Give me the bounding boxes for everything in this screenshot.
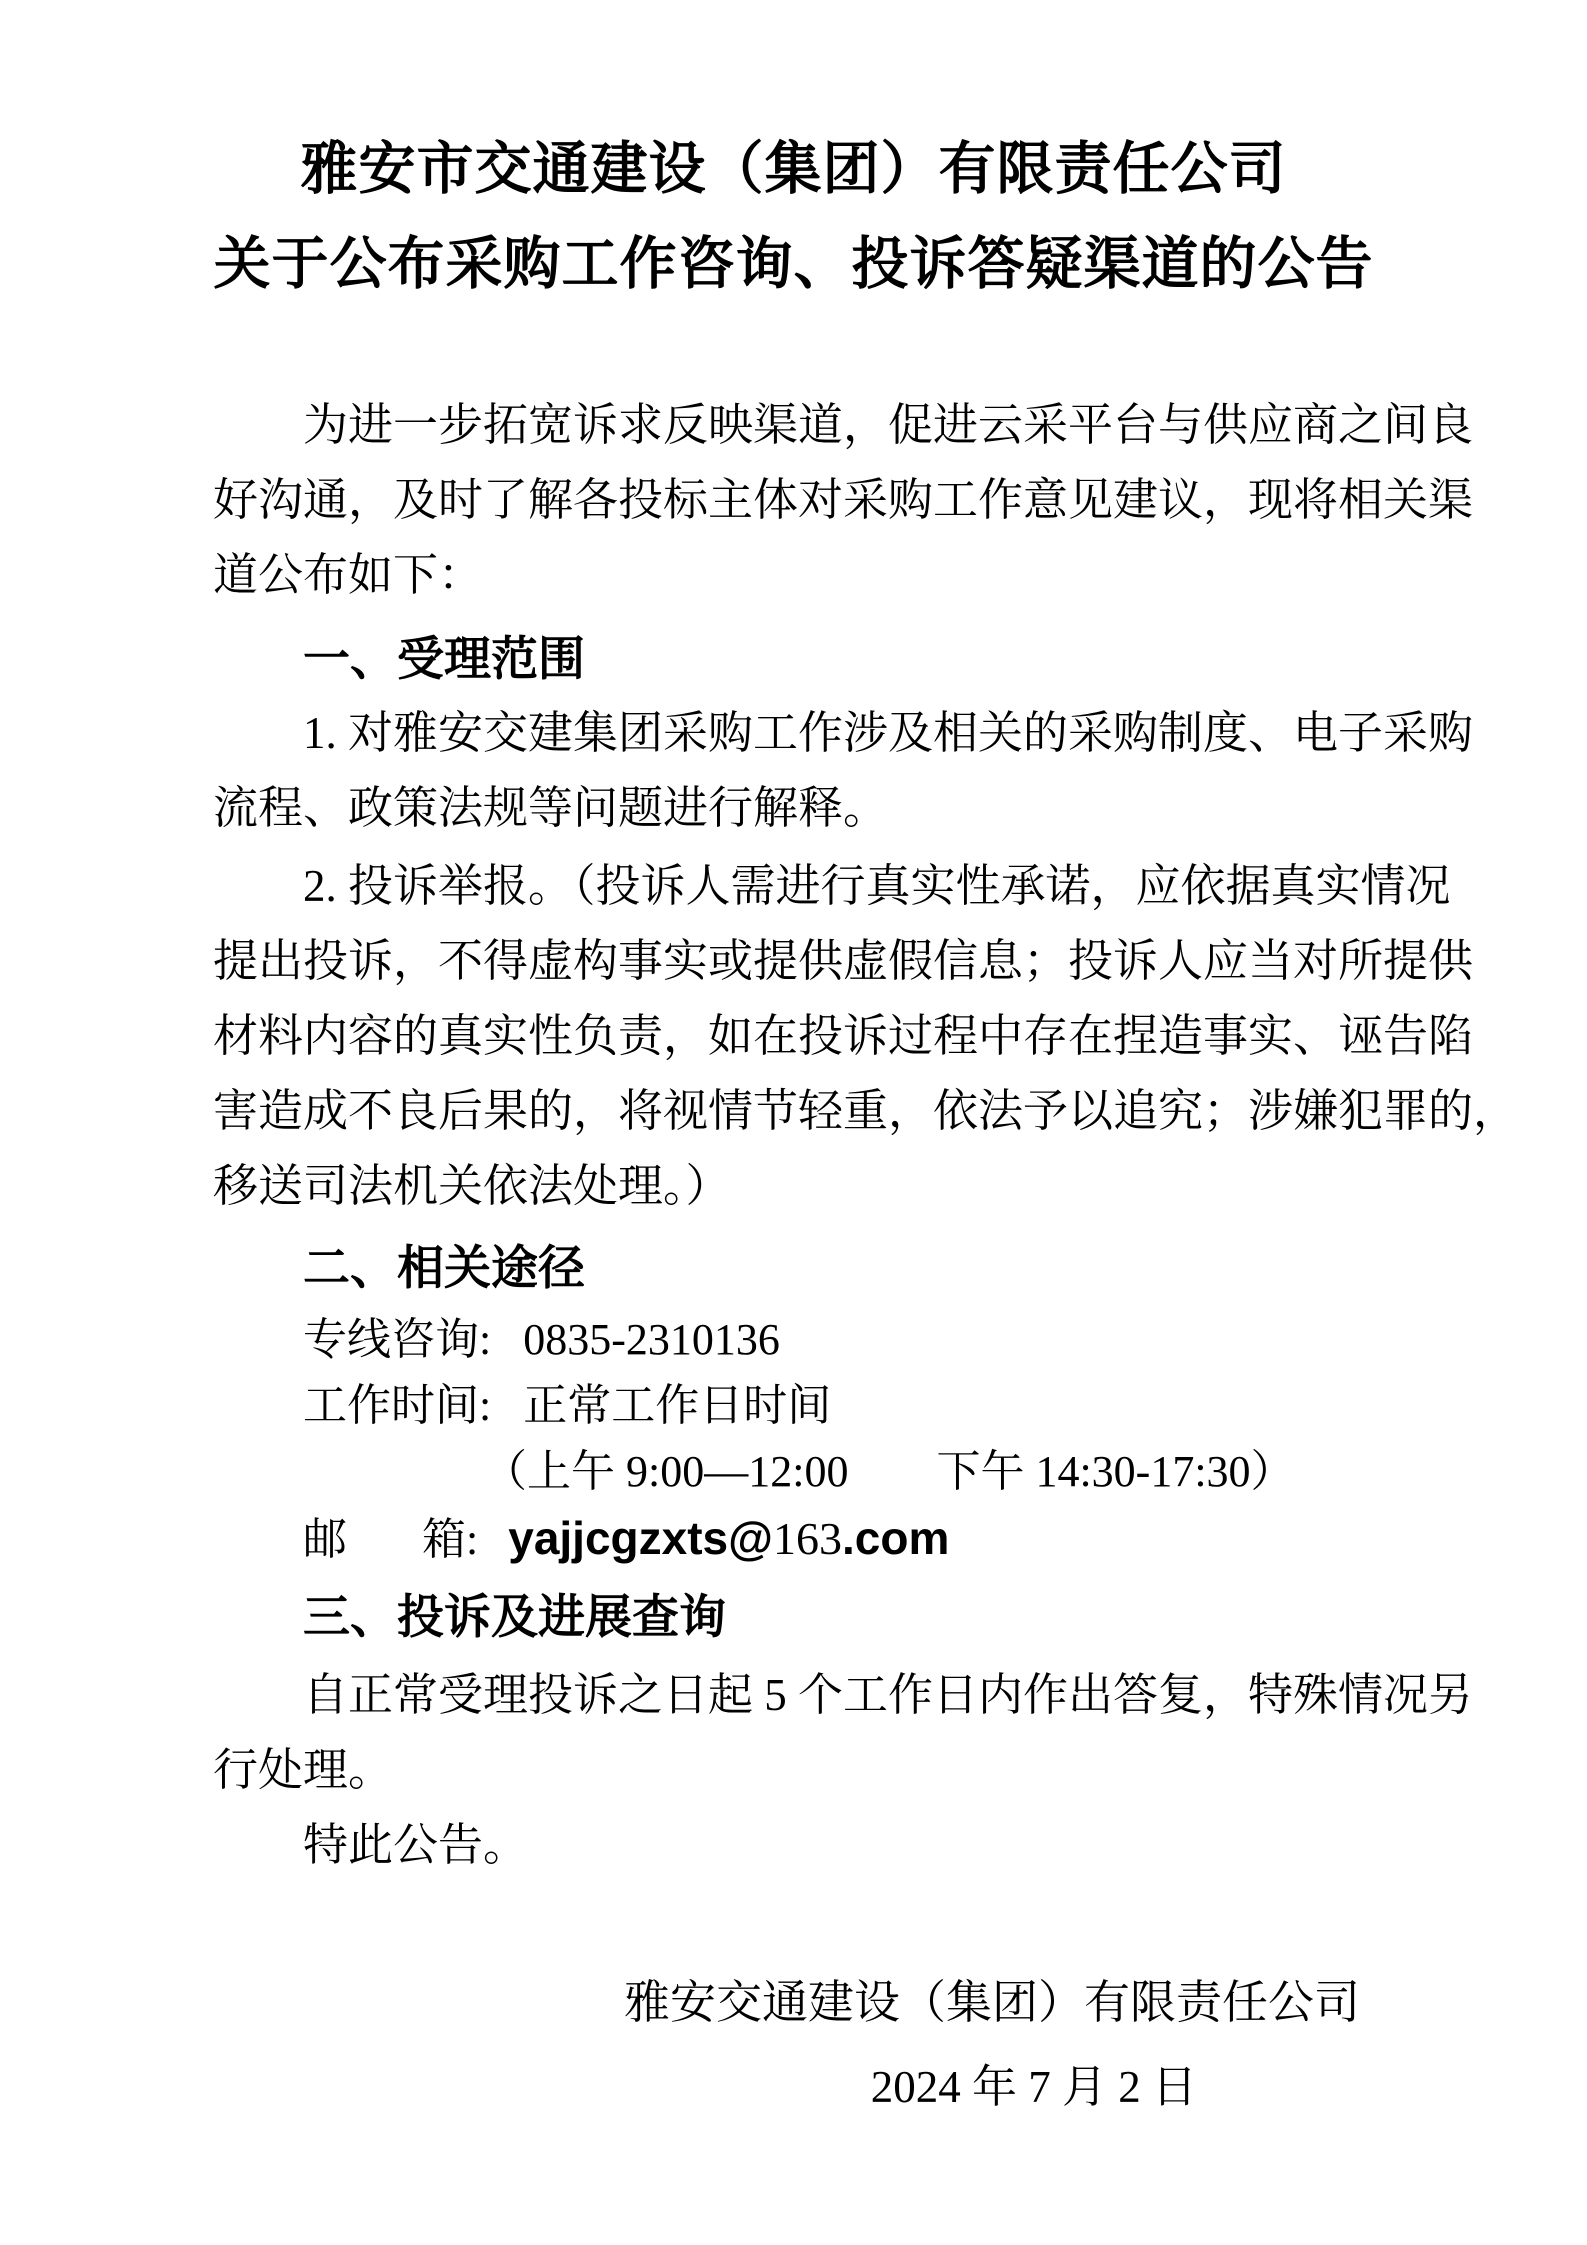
hotline-row bbox=[213, 1307, 1547, 1373]
item-line: 提出投诉，不得虚构事实或提供虚假信息；投诉人应当对所提供 bbox=[213, 936, 1474, 986]
section-2-heading: 二、相关途径 bbox=[303, 1241, 585, 1294]
item-line: 流程、政策法规等问题进行解释。 bbox=[213, 783, 889, 833]
hotline-number: 0835-2310136 bbox=[523, 1315, 780, 1364]
section-1-item-1 bbox=[213, 696, 1547, 846]
item-line: 1. 对雅安交建集团采购工作涉及相关的采购制度、电子采购 bbox=[303, 708, 1474, 758]
section-1-heading: 一、受理范围 bbox=[303, 632, 585, 685]
document-body bbox=[0, 388, 1587, 1883]
email-suffix: .com bbox=[841, 1512, 950, 1564]
email-row bbox=[213, 1505, 1547, 1573]
document-title-line-1: 雅安市交通建设（集团）有限责任公司 bbox=[300, 138, 1287, 201]
signature-company: 雅安交通建设（集团）有限责任公司 bbox=[624, 1977, 1360, 2028]
closing-statement: 特此公告。 bbox=[303, 1820, 529, 1870]
work-hours-row bbox=[213, 1373, 1547, 1439]
section-3-paragraph bbox=[213, 1658, 1547, 1808]
intro-line: 为进一步拓宽诉求反映渠道，促进云采平台与供应商之间良 bbox=[303, 400, 1474, 450]
item-line: 害造成不良后果的，将视情节轻重，依法予以追究；涉嫌犯罪的， bbox=[213, 1086, 1519, 1136]
email-prefix: yajjcgzxts@ bbox=[508, 1512, 773, 1564]
work-hours-label: 工作时间: bbox=[303, 1381, 492, 1430]
document-title bbox=[0, 122, 1587, 312]
intro-line: 道公布如下： bbox=[213, 550, 484, 600]
signature-date: 2024 年 7 月 2 日 bbox=[870, 2062, 1197, 2112]
para-line: 自正常受理投诉之日起 5 个工作日内作出答复，特殊情况另 bbox=[303, 1670, 1474, 1720]
intro-line: 好沟通，及时了解各投标主体对采购工作意见建议，现将相关渠 bbox=[213, 475, 1474, 525]
item-line: 2. 投诉举报。（投诉人需进行真实性承诺，应依据真实情况 bbox=[303, 861, 1451, 911]
email-label-part2: 箱: bbox=[422, 1515, 479, 1564]
work-hours-value: 正常工作日时间 bbox=[523, 1381, 832, 1430]
item-line: 材料内容的真实性负责，如在投诉过程中存在捏造事实、诬告陷 bbox=[213, 1011, 1474, 1061]
contact-block bbox=[213, 1307, 1547, 1573]
document-title-line-2: 关于公布采购工作咨询、投诉答疑渠道的公告 bbox=[213, 233, 1374, 296]
para-line: 行处理。 bbox=[213, 1745, 394, 1795]
work-hours-detail: （上午 9:00—12:00 下午 14:30-17:30） bbox=[483, 1447, 1295, 1496]
email-label-part1: 邮 bbox=[303, 1515, 347, 1564]
section-1-item-2 bbox=[213, 849, 1547, 1224]
email-number: 163 bbox=[772, 1513, 842, 1564]
intro-paragraph bbox=[213, 388, 1547, 613]
email-address bbox=[508, 1512, 949, 1564]
item-line: 移送司法机关依法处理。） bbox=[213, 1161, 731, 1211]
section-3-heading: 三、投诉及进展查询 bbox=[303, 1590, 726, 1643]
hotline-label: 专线咨询: bbox=[303, 1315, 492, 1364]
